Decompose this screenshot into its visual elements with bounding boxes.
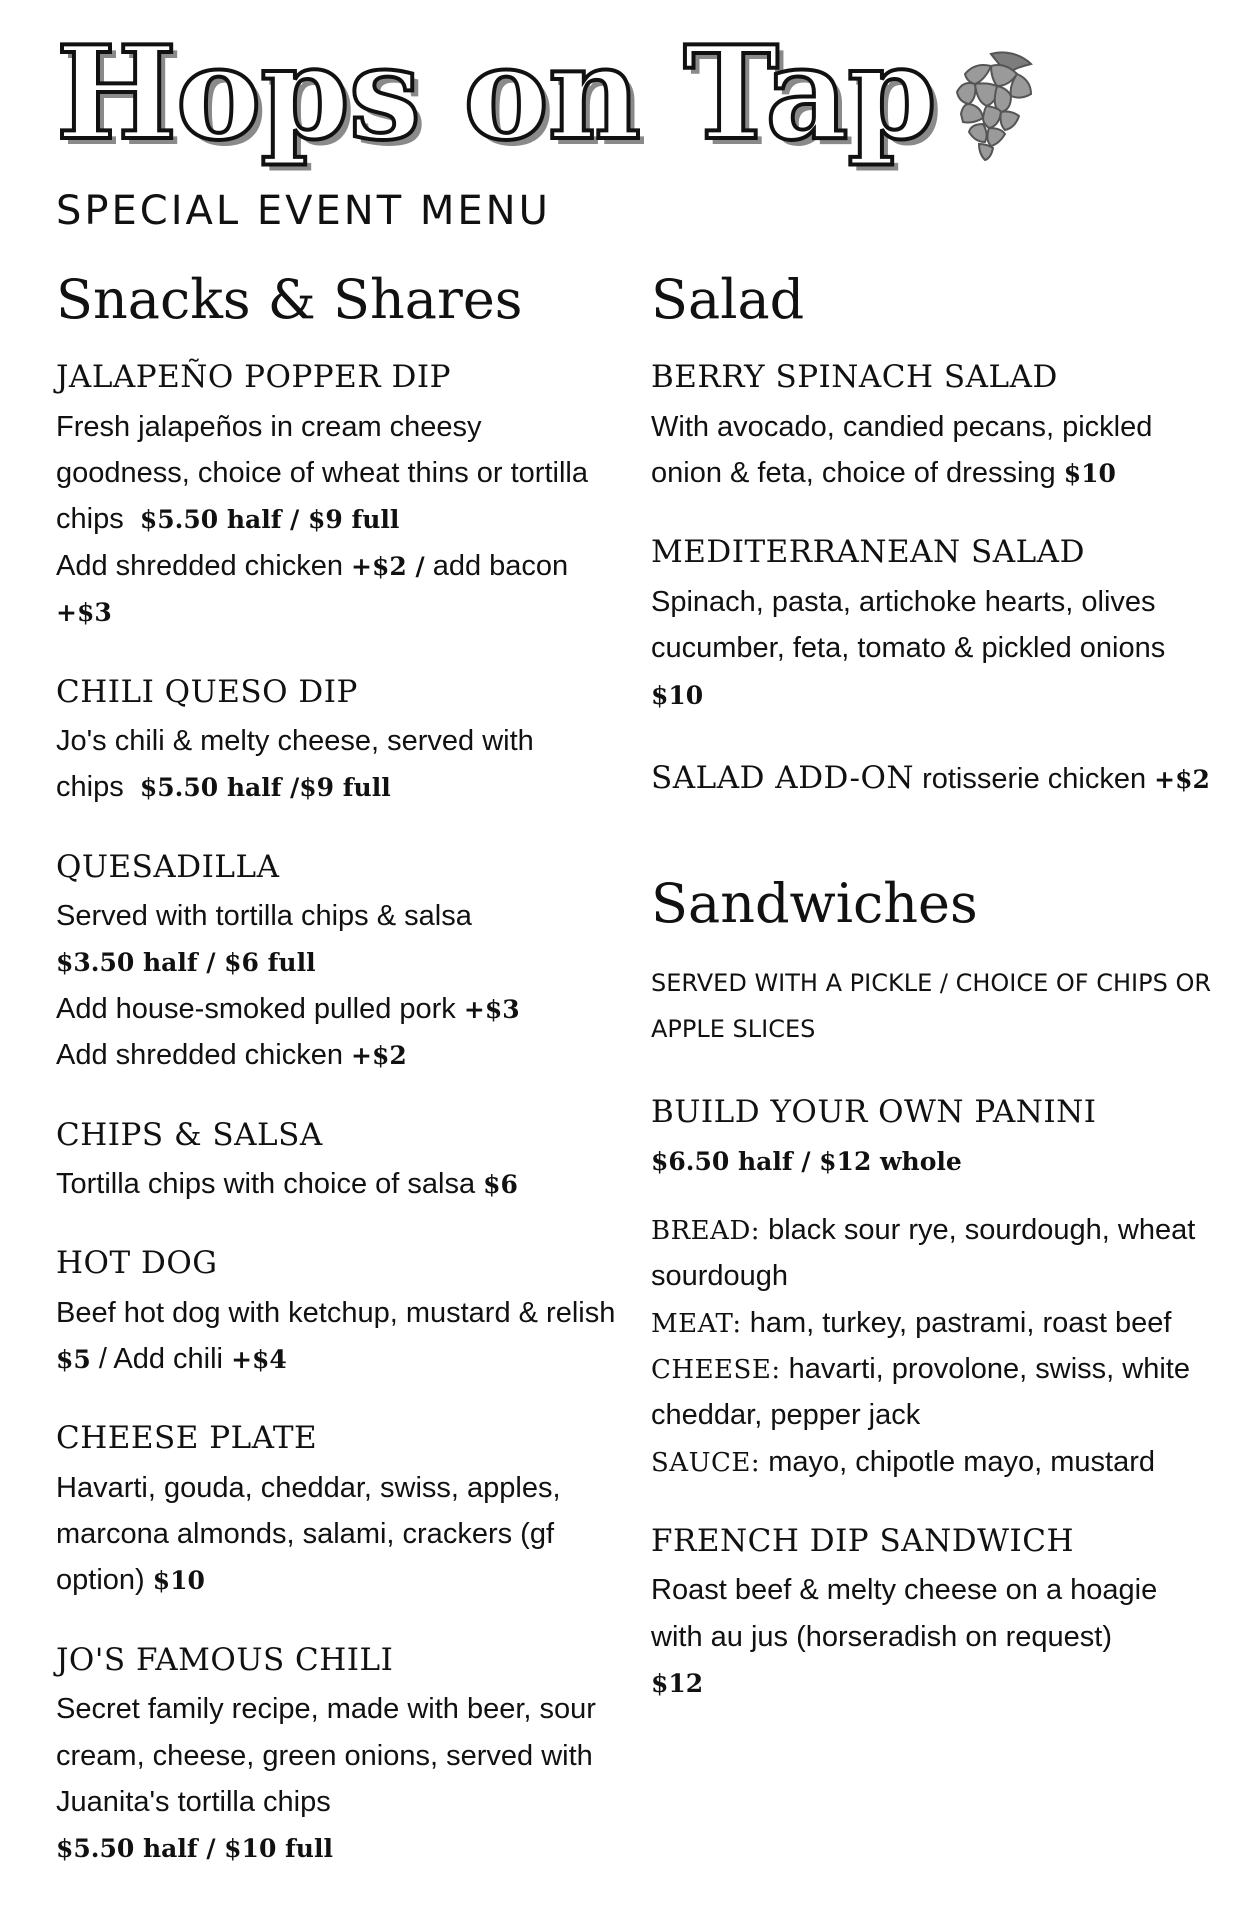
item-price: $12 [651,1669,704,1699]
item-price: +$2 [1154,764,1210,794]
description-text: rotisserie chicken [922,762,1147,795]
description-text: With avocado, candied pecans, pickled onion & feta, choice of dressing [651,410,1153,490]
menu-item-quesadilla [56,847,616,1079]
sandwiches-section-title: Sandwiches [651,871,978,935]
item-description [56,718,616,811]
menu-item-cheese-plate [56,1418,616,1603]
salad-section-title: Salad [651,268,805,331]
item-description [56,1161,616,1207]
item-description [56,893,616,1079]
item-price: $5.50 half /$9 full [139,773,391,803]
salad-sandwich-column [651,270,1211,1743]
item-price: $10 [1063,459,1116,489]
item-name: HOT DOG [56,1245,218,1282]
addon-price: +$3 [56,598,112,628]
option-label-cheese: CHEESE: [651,1354,781,1385]
addon-price: +$2 / [351,551,425,581]
menu-item-build-your-own-panini [651,1092,1211,1485]
item-price: $6 [483,1169,518,1199]
addon-text: add bacon [432,549,569,582]
snacks-column [56,270,616,1908]
item-name: JO'S FAMOUS CHILI [56,1641,394,1678]
description-text: Spinach, pasta, artichoke hearts, olives cucumber, feta, tomato & pickled onions [651,585,1166,665]
item-description [56,1686,616,1872]
description-text: Jo's chili & melty cheese, served with chips [56,724,534,804]
item-price: $3.50 half / $6 full [56,948,316,978]
item-description [651,1567,1211,1706]
item-description [651,754,1211,804]
item-description [56,1465,616,1604]
description-text: Secret family recipe, made with beer, sour cream, cheese, green onions, served with Juanita's tortilla chips [56,1693,596,1818]
item-name: CHIPS & SALSA [56,1116,323,1153]
item-price-line [651,1138,1211,1184]
menu-item-jos-famous-chili [56,1640,616,1872]
hop-cone-icon [935,44,1047,164]
item-name: QUESADILLA [56,848,280,885]
addon-price: +$2 [351,1041,407,1071]
description-text: Havarti, gouda, cheddar, swiss, apples, marcona almonds, salami, crackers (gf option) [56,1471,561,1597]
sandwiches-served-note: SERVED WITH A PICKLE / CHOICE OF CHIPS OR APPLE SLICES [651,968,1212,1043]
item-name: BUILD YOUR OWN PANINI [651,1094,1097,1131]
item-name: CHEESE PLATE [56,1420,318,1457]
menu-item-chili-queso-dip [56,672,616,811]
addon-text: / Add chili [98,1342,223,1375]
description-text: Roast beef & melty cheese on a hoagie with au jus (horseradish on request) [651,1574,1158,1653]
description-text: Served with tortilla chips & salsa [56,900,472,933]
addon-text: Add shredded chicken [56,1039,343,1072]
menu-item-french-dip-sandwich [651,1521,1211,1706]
item-name: BERRY SPINACH SALAD [651,359,1058,396]
item-price: $5.50 half / $10 full [56,1834,333,1864]
menu-item-mediterranean-salad [651,532,1211,717]
item-name: CHILI QUESO DIP [56,673,358,710]
option-label-sauce: SAUCE: [651,1447,761,1478]
menu-item-berry-spinach-salad [651,357,1211,496]
item-description [651,404,1211,497]
menu-item-salad-add-on [651,754,1211,804]
description-text: Beef hot dog with ketchup, mustard & relish [56,1296,616,1329]
option-label-meat: MEAT: [651,1308,742,1339]
addon-text: Add shredded chicken [56,549,343,582]
menu-subtitle: SPECIAL EVENT MENU [56,188,551,234]
menu-item-hot-dog [56,1243,616,1382]
option-values-bread: black sour rye, sourdough, wheat sourdough [651,1213,1196,1293]
menu-item-jalapeno-popper-dip [56,357,616,635]
option-values-cheese: havarti, provolone, swiss, white cheddar, pepper jack [651,1352,1190,1432]
addon-price: +$3 [463,994,520,1024]
item-price: $10 [152,1566,205,1596]
panini-options [651,1207,1211,1485]
item-name: JALAPEÑO POPPER DIP [56,359,451,396]
menu-item-chips-salsa [56,1115,616,1208]
item-price: $6.50 half / $12 whole [651,1147,962,1177]
option-values-sauce: mayo, chipotle mayo, mustard [768,1445,1156,1478]
description-text: Fresh jalapeños in cream cheesy goodness, choice of wheat thins or tortilla chips [56,410,588,536]
item-price: $5.50 half / $9 full [139,505,400,535]
item-name: MEDITERRANEAN SALAD [651,534,1085,571]
addon-text: Add house-smoked pulled pork [56,992,456,1025]
item-description [56,404,616,636]
item-description [651,579,1211,718]
description-text: Tortilla chips with choice of salsa [56,1167,476,1200]
item-name: FRENCH DIP SANDWICH [651,1523,1074,1560]
item-description [56,1290,616,1383]
snacks-section-title: Snacks & Shares [56,268,523,331]
item-price: $5 [56,1344,91,1374]
menu-title: Hops on Tap [56,19,936,169]
option-values-meat: ham, turkey, pastrami, roast beef [749,1306,1172,1339]
addon-price: +$4 [231,1344,287,1374]
option-label-bread: BREAD: [651,1215,761,1246]
item-name: SALAD ADD-ON [651,759,914,796]
item-price: $10 [651,680,704,710]
